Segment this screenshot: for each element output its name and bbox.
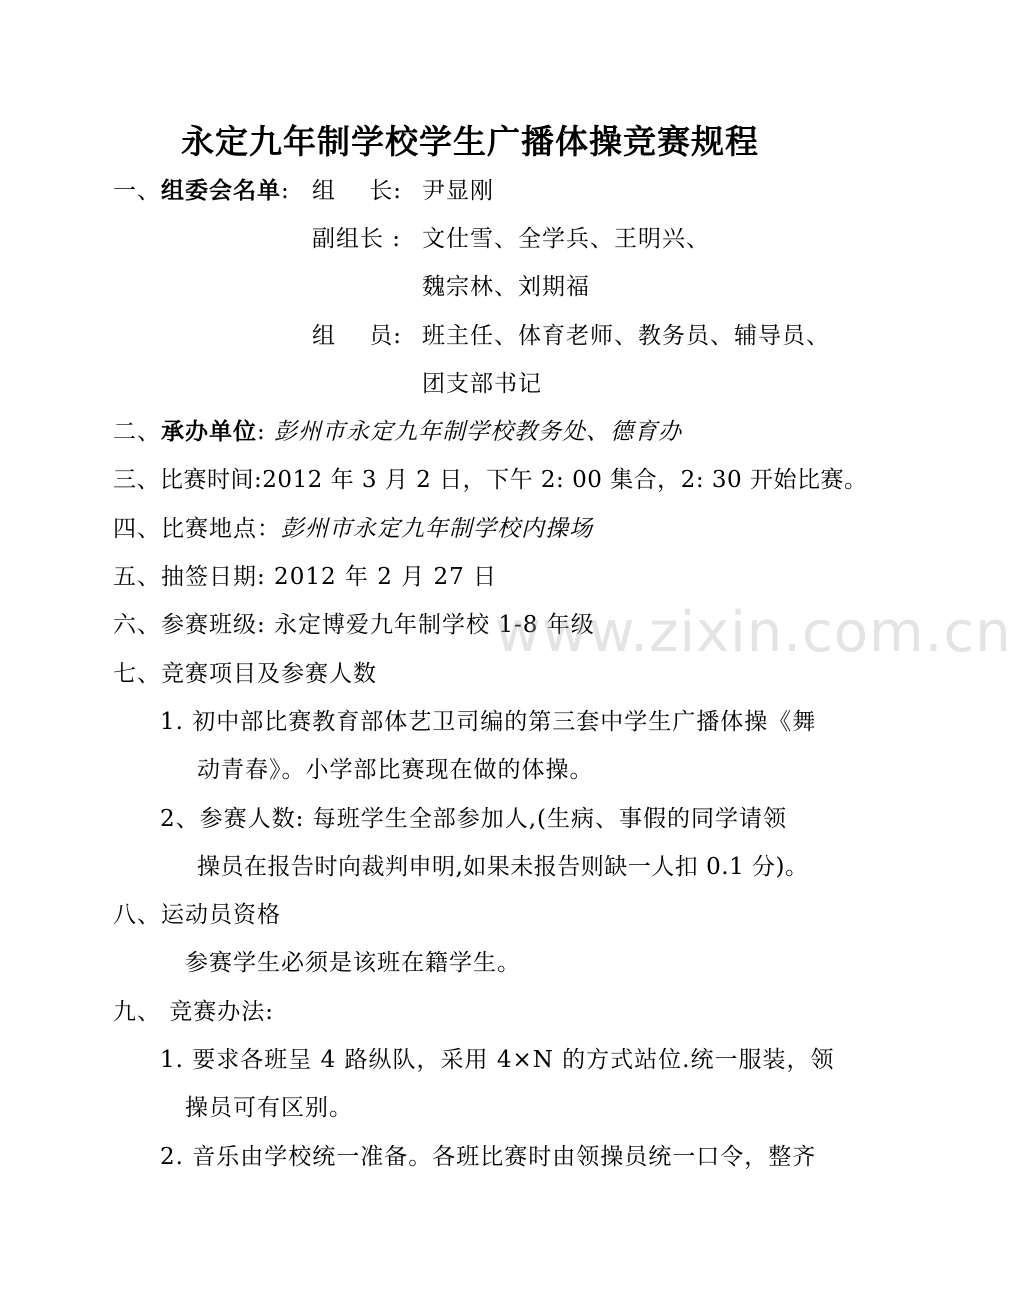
section-1-label: 组委会名单: [161, 177, 281, 204]
watermark: www.zixin.com.cn: [495, 600, 1012, 665]
leader-label: 组 长:: [312, 178, 402, 204]
section-8-heading: 八、运动员资格: [113, 902, 281, 928]
section-9-item-1-line-1: 1. 要求各班呈 4 路纵队，采用 4×N 的方式站位.统一服装，领: [160, 1047, 835, 1073]
section-7-item-1-line-1: 1. 初中部比赛教育部体艺卫司编的第三套中学生广播体操《舞: [160, 709, 817, 735]
section-3-time: 三、比赛时间:2012 年 3 月 2 日，下午 2: 00 集合，2: 30 开始比赛。: [113, 467, 868, 493]
section-7-item-2-line-1: 2、参赛人数: 每班学生全部参加人,(生病、事假的同学请领: [160, 806, 787, 832]
section-9-item-2-line-1: 2. 音乐由学校统一准备。各班比赛时由领操员统一口令，整齐: [160, 1144, 817, 1170]
section-7-heading: 七、竞赛项目及参赛人数: [113, 661, 377, 687]
vice-leader-names-line-1: 文仕雪、全学兵、王明兴、: [422, 226, 710, 252]
section-2: [113, 413, 682, 446]
section-8-body: 参赛学生必须是该班在籍学生。: [185, 950, 521, 976]
section-5-draw-date: 五、抽签日期: 2012 年 2 月 27 日: [113, 564, 498, 590]
section-9-item-1-line-2: 操员可有区别。: [185, 1095, 353, 1121]
section-7-item-1-line-2: 动青春》。小学部比赛现在做的体操。: [197, 757, 594, 783]
section-4-value: 彭州市永定九年制学校内操场: [281, 516, 593, 542]
section-1-colon: :: [281, 178, 290, 204]
section-2-colon: :: [257, 419, 275, 445]
section-7-item-2-line-2: 操员在报告时向裁判申明,如果未报告则缺一人扣 0.1 分)。: [197, 854, 809, 880]
vice-leader-names-line-2: 魏宗林、刘期福: [422, 274, 590, 300]
leader-name: 尹显刚: [422, 178, 494, 204]
section-2-value: 彭州市永定九年制学校教务处、德育办: [274, 419, 683, 445]
section-1-number: 一、: [113, 178, 161, 204]
members-line-2: 团支部书记: [422, 371, 542, 397]
section-6-classes: 六、参赛班级: 永定博爱九年制学校 1-8 年级: [113, 612, 595, 638]
section-4-venue: [113, 510, 593, 543]
members-line-1: 班主任、体育老师、教务员、辅导员、: [422, 323, 830, 349]
document-title: 永定九年制学校学生广播体操竞赛规程: [181, 122, 759, 161]
members-label: 组 员:: [312, 323, 402, 349]
section-9-heading: 九、 竞赛办法:: [113, 999, 275, 1025]
section-2-number: 二、: [113, 419, 161, 445]
section-4-label: 四、比赛地点：: [113, 516, 281, 542]
section-1-heading: [113, 172, 290, 205]
vice-leader-label: 副组长 :: [312, 226, 402, 252]
section-2-label: 承办单位: [161, 418, 257, 445]
